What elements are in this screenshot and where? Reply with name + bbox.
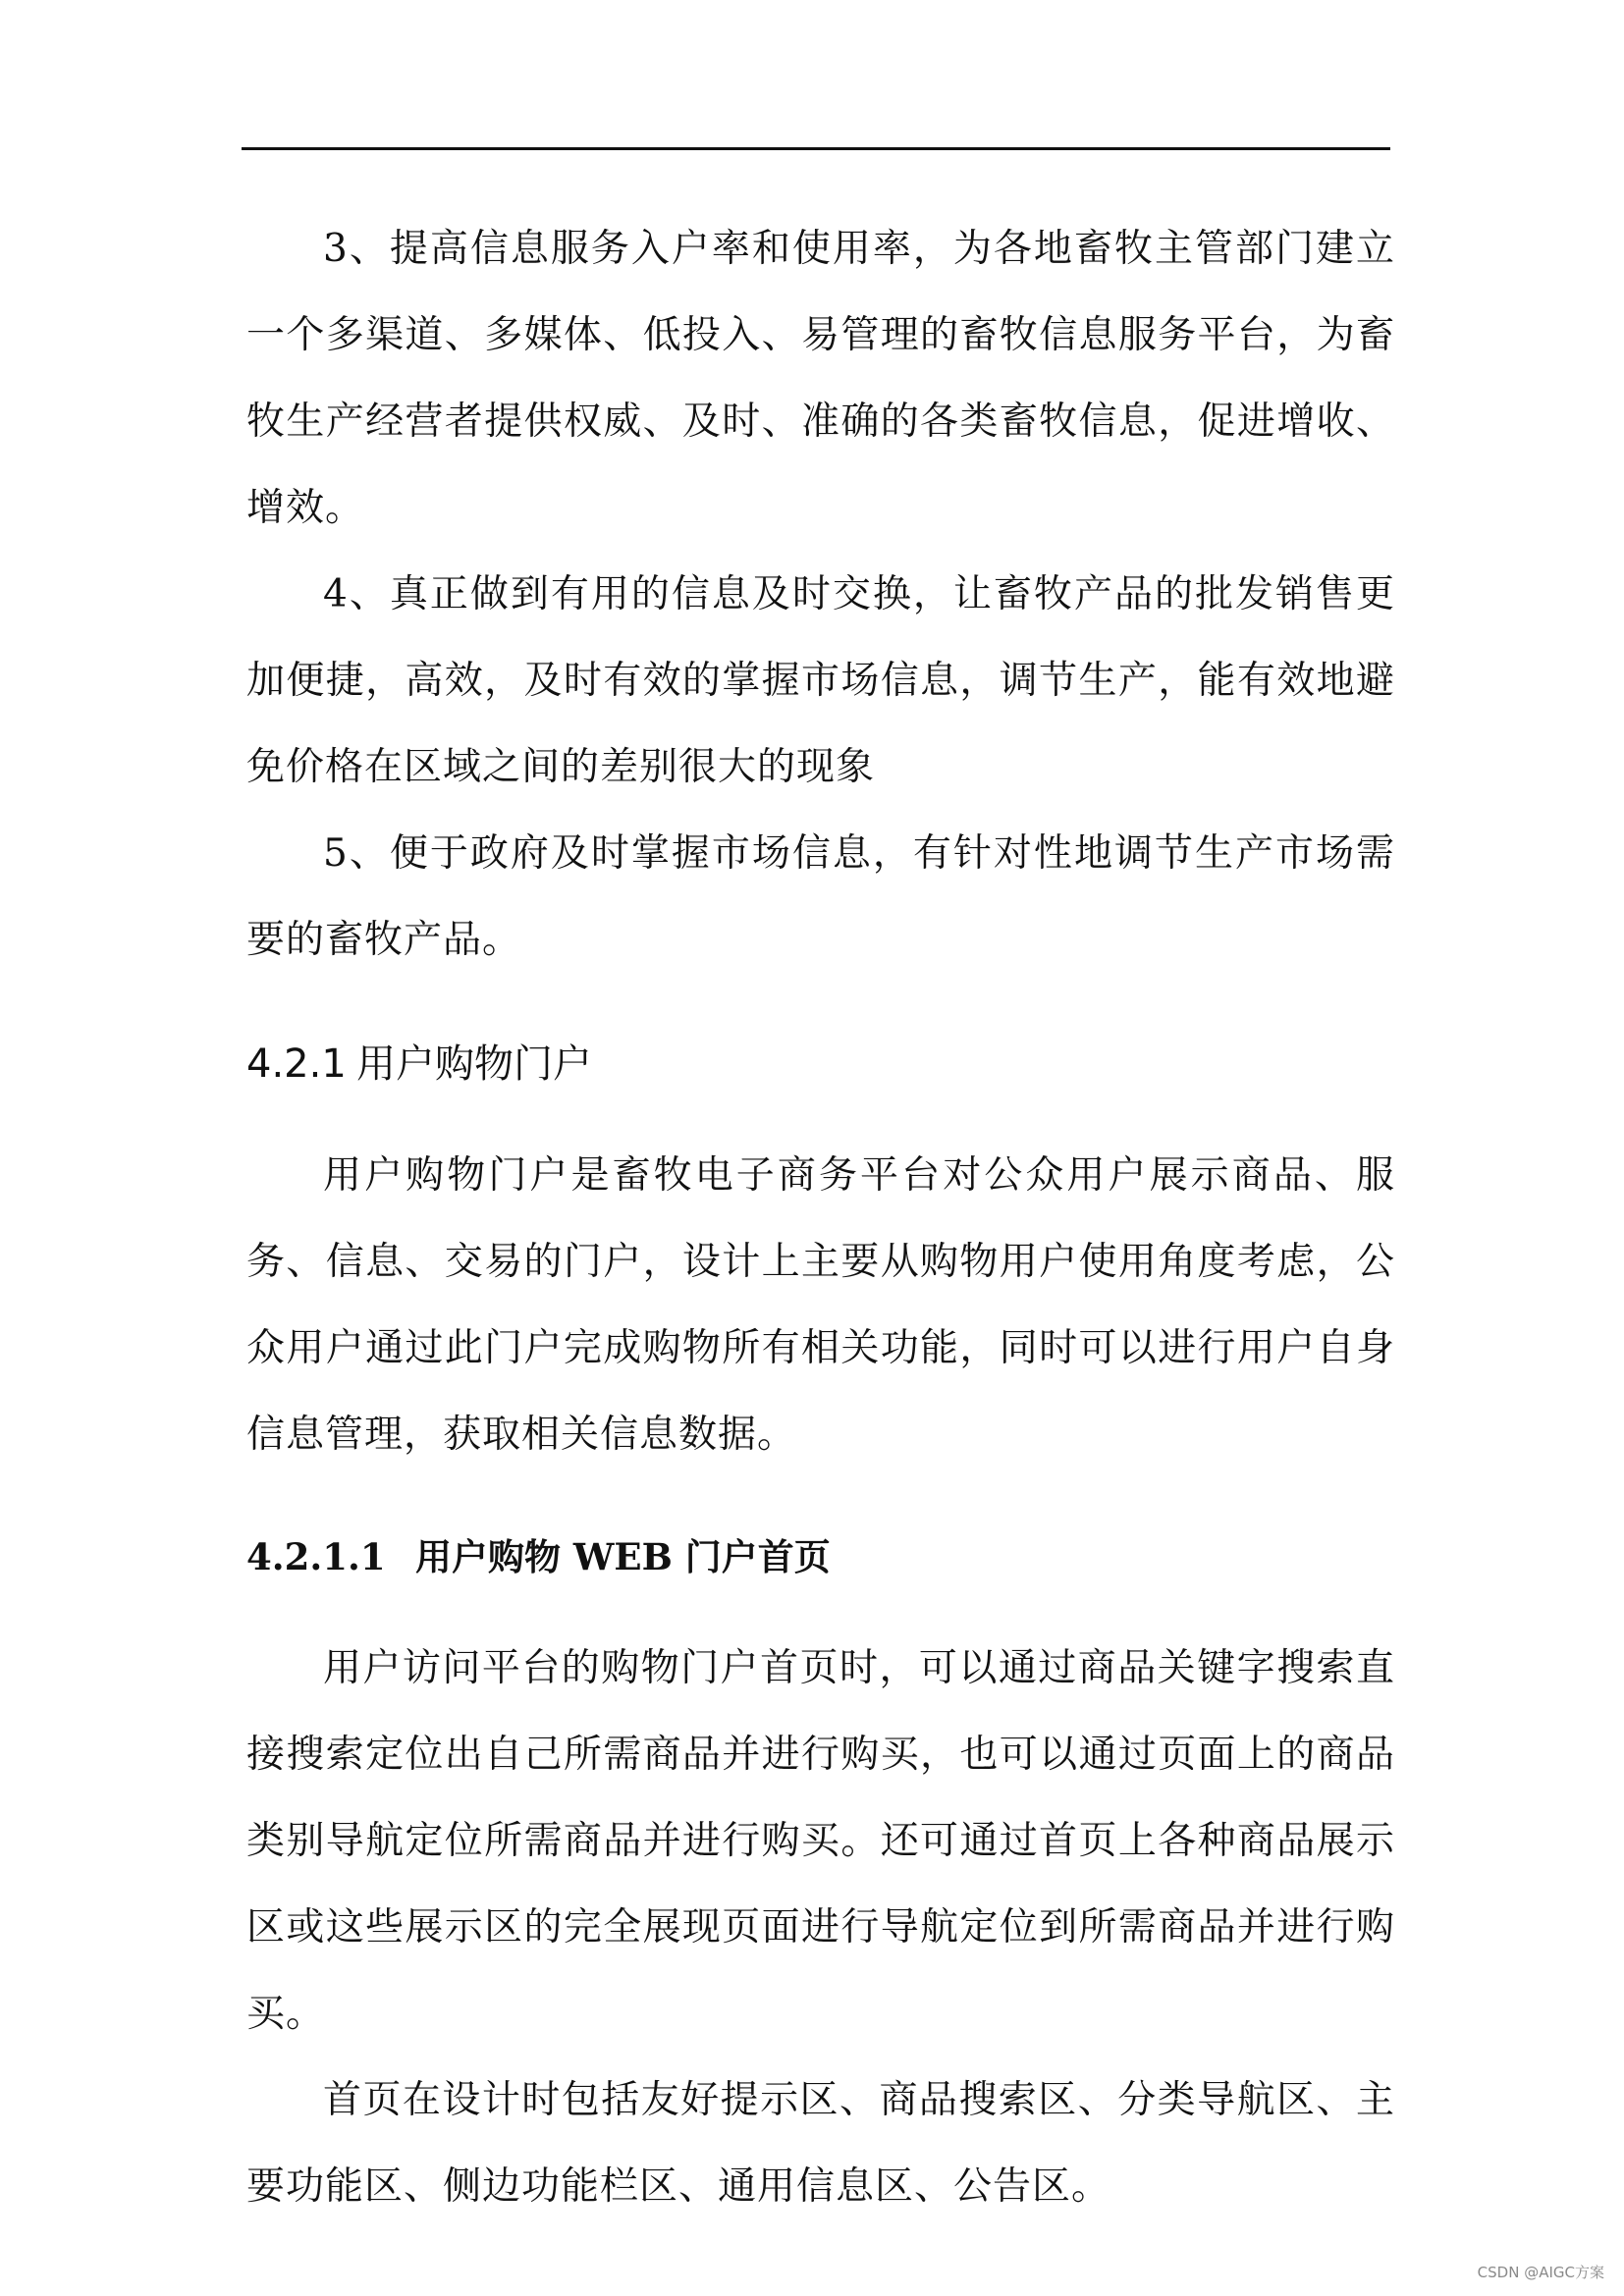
document-content <box>246 206 1395 2230</box>
section-number: 4.2.1 <box>246 1041 347 1087</box>
subsection-title: 用户购物 WEB 门户首页 <box>415 1535 831 1578</box>
section-title: 用户购物门户 <box>356 1041 592 1087</box>
subsection-body-paragraph: 用户访问平台的购物门户首页时，可以通过商品关键字搜索直接搜索定位出自己所需商品并进行购买，也可以通过页面上的商品类别导航定位所需商品并进行购买。还可通过首页上各种商品展示区或这些展示区的完全展现页面进行导航定位到所需商品并进行购买。 <box>246 1646 1395 2036</box>
section-heading-4-2-1 <box>246 1035 1395 1094</box>
paragraph-item-3: 3、提高信息服务入户率和使用率，为各地畜牧主管部门建立一个多渠道、多媒体、低投入、易管理的畜牧信息服务平台，为畜牧生产经营者提供权威、及时、准确的各类畜牧信息，促进增收、增效。 <box>246 227 1395 530</box>
watermark: CSDN @AIGC方案 <box>1477 2264 1604 2281</box>
section-heading-4-2-1-1 <box>246 1527 1395 1586</box>
subsection-number: 4.2.1.1 <box>246 1535 386 1578</box>
section-body: 用户购物门户是畜牧电子商务平台对公众用户展示商品、服务、信息、交易的门户，设计上主要从购物用户使用角度考虑，公众用户通过此门户完成购物所有相关功能，同时可以进行用户自身信息管理，获取相关信息数据。 <box>246 1153 1395 1457</box>
subsection-body-paragraph: 首页在设计时包括友好提示区、商品搜索区、分类导航区、主要功能区、侧边功能栏区、通用信息区、公告区。 <box>246 2078 1395 2209</box>
paragraph-item-4: 4、真正做到有用的信息及时交换，让畜牧产品的批发销售更加便捷，高效，及时有效的掌握市场信息，调节生产，能有效地避免价格在区域之间的差别很大的现象 <box>246 572 1395 789</box>
paragraph-item-5: 5、便于政府及时掌握市场信息，有针对性地调节生产市场需要的畜牧产品。 <box>246 831 1395 962</box>
header-rule <box>242 147 1390 150</box>
